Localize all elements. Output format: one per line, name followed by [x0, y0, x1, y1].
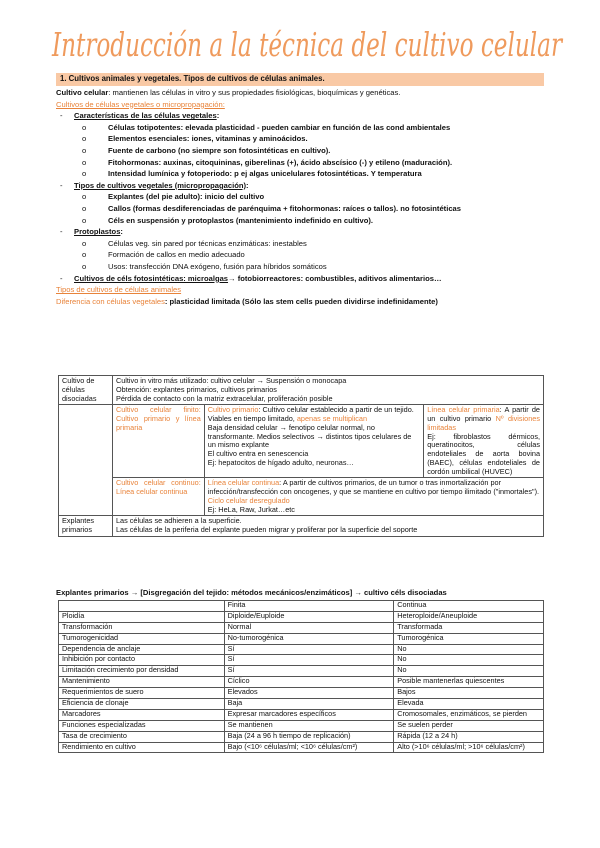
cell-culture-table — [58, 375, 544, 537]
table-cell: Tumorogenicidad — [59, 633, 225, 644]
table-cell: Explantes primarios — [59, 516, 113, 537]
proto-heading: Protoplastos — [74, 227, 121, 237]
table-cell: Rápida (12 a 24 h) — [394, 731, 544, 742]
table-row — [59, 516, 544, 537]
section-heading-1: 1. Cultivos animales y vegetales. Tipos de cultivos de células animales. — [56, 73, 544, 86]
table-cell: Baja (24 a 96 h tiempo de replicación) — [224, 731, 394, 742]
list-item: o Usos: transfección DNA exógeno, fusión para híbridos somáticos — [82, 261, 327, 271]
definition-line — [56, 88, 546, 100]
table-row — [59, 478, 544, 516]
table-cell: Ploidía — [59, 611, 225, 622]
list-item: o Explantes (del pie adulto): inicio del cultivo — [82, 192, 265, 202]
photo-line: - Cultivos de céls fotosintéticas: microalgas→ fotobiorreactores: combustibles, aditivos alimentarios… — [60, 273, 442, 283]
table-cell: Sí — [224, 666, 394, 677]
content-block — [56, 88, 546, 308]
table-cell: No — [394, 666, 544, 677]
diff-label: Diferencia con células vegetales — [56, 296, 165, 306]
table-cell: Inhibición por contacto — [59, 655, 225, 666]
table-cell: No — [394, 644, 544, 655]
table-cell: Línea celular continua: A partir de cultivos primarios, de un tumor o tras inmortalización por infección/transfección con oncogenes, y que se mantiene en cultivo por tiempo ilimitado ("inmortales"). Ciclo celular desregulado Ej: HeLa, Raw, Jurkat…etc — [204, 478, 543, 516]
animal-heading: Tipos de cultivos de células animales — [56, 285, 182, 295]
table-row — [59, 405, 544, 478]
table-cell: Cultivo in vitro más utilizado: cultivo celular → Suspensión o monocapa Obtención: explantes primarios, cultivos primarios Pérdida de contacto con la matriz extracelular, proliferación posible — [112, 376, 543, 405]
table-row — [59, 677, 544, 688]
table-cell: Cultivo primario: Cultivo celular establecido a partir de un tejido. Viables en tiempo limitado, apenas se multiplican Baja densidad celular → fenotipo celular normal, no transformante. Medios selectivos → distintos tipos celulares de un mismo explante El cultivo entra en senescencia Ej: hepatocitos de hígado adulto, neuronas… — [204, 405, 423, 478]
types-heading-line: - Tipos de cultivos vegetales (micropropagación): — [60, 180, 249, 190]
table-cell: Transformada — [394, 622, 544, 633]
list-item: o Céls en suspensión y protoplastos (mantenimiento indefinido en cultivo). — [82, 215, 373, 225]
table-row — [59, 666, 544, 677]
table-cell: Elevados — [224, 688, 394, 699]
table-cell: Dependencia de anclaje — [59, 644, 225, 655]
definition-label: Cultivo celular — [56, 88, 109, 97]
table-cell: No — [394, 655, 544, 666]
table-cell: Baja — [224, 699, 394, 710]
diff-line — [56, 297, 546, 309]
table-cell: Limitación crecimiento por densidad — [59, 666, 225, 677]
title-text: Introducción a la técnica del cultivo celular — [51, 25, 564, 64]
table-cell: Las células se adhieren a la superficie. Las células de la periferia del explante pueden migrar y proliferar por la superficie del soporte — [112, 516, 543, 537]
list-item: o Elementos esenciales: iones, vitaminas y aminoácidos. — [82, 134, 308, 144]
table-cell: Rendimiento en cultivo — [59, 742, 225, 753]
list-item: o Intensidad lumínica y fotoperiodo: p ej algas unicelulares fotosintéticas. Y temperatura — [82, 169, 422, 179]
diff-text: : plasticidad limitada (Sólo las stem cells pueden dividirse indefinidamente) — [164, 296, 438, 306]
table-cell: Cultivo de células disociadas — [59, 376, 113, 405]
table-row — [59, 611, 544, 622]
table-cell: Heteroploide/Aneuploide — [394, 611, 544, 622]
photo-text: → fotobiorreactores: combustibles, aditivos alimentarios… — [228, 273, 442, 283]
table-cell: Bajo (<10⁶ células/ml; <10⁶ células/cm²) — [224, 742, 394, 753]
table-cell: Marcadores — [59, 709, 225, 720]
table-row — [59, 644, 544, 655]
list-item: o Fitohormonas: auxinas, citoquininas, giberelinas (+), ácido abscísico (-) y etileno (maduración). — [82, 157, 453, 167]
table-row — [59, 709, 544, 720]
title-svg — [48, 18, 568, 70]
table-cell: Cultivo celular finito: Cultivo primario y línea primaria — [112, 405, 204, 478]
char-heading-line: - Características de las células vegetales: — [60, 111, 220, 121]
table-cell: Mantenimiento — [59, 677, 225, 688]
page-title — [48, 18, 568, 70]
table-row — [59, 731, 544, 742]
table-row — [59, 655, 544, 666]
list-item: o Callos (formas desdiferenciadas de parénquima + fitohormonas: raíces o tallos). no fotosintéticas — [82, 203, 461, 213]
table-cell: Cíclico — [224, 677, 394, 688]
char-heading: Características de las células vegetales — [74, 111, 217, 121]
table-cell: Eficiencia de clonaje — [59, 699, 225, 710]
table-row — [59, 622, 544, 633]
types-heading: Tipos de cultivos vegetales (micropropagación) — [74, 180, 247, 190]
list-item: o Fuente de carbono (no siempre son fotosintéticas en cultivo). — [82, 145, 331, 155]
table-cell: Transformación — [59, 622, 225, 633]
table-row — [59, 633, 544, 644]
list-item: o Células veg. sin pared por técnicas enzimáticas: inestables — [82, 238, 307, 248]
table-cell: Línea celular primaria: A partir de un cultivo primario Nº divisiones limitadas Ej: fibroblastos dérmicos, queratinocitos, células endoteliales de aorta bovina (BAEC), células endoteliales de cordón umbilical (HUVEC) — [424, 405, 544, 478]
table-row — [59, 742, 544, 753]
veg-heading: Cultivos de células vegetales o micropropagación: — [56, 99, 225, 109]
table-cell: Requerimientos de suero — [59, 688, 225, 699]
table-row — [59, 688, 544, 699]
column-header — [59, 601, 225, 612]
table-cell: Funciones especializadas — [59, 720, 225, 731]
table-cell: Sí — [224, 644, 394, 655]
list-item: o Células totipotentes: elevada plasticidad - pueden cambiar en función de las cond ambientales — [82, 122, 451, 132]
list-item: o Formación de callos en medio adecuado — [82, 250, 245, 260]
table-cell: Tumorogénica — [394, 633, 544, 644]
photo-label: Cultivos de céls fotosintéticas: microalgas — [74, 273, 229, 283]
explantes-line: Explantes primarios → [Disgregación del tejido: métodos mecánicos/enzimáticos] → cultivo céls disociadas — [56, 588, 447, 597]
comparison-table — [58, 600, 544, 753]
table-cell: Posible mantenerlas quiescentes — [394, 677, 544, 688]
column-header: Finita — [224, 601, 394, 612]
column-header: Continua — [394, 601, 544, 612]
table-cell: Expresar marcadores específicos — [224, 709, 394, 720]
table-cell: Sí — [224, 655, 394, 666]
table-cell: Cromosomales, enzimáticos, se pierden — [394, 709, 544, 720]
table-row — [59, 699, 544, 710]
table-cell: Cultivo celular continuo: Línea celular continua — [112, 478, 204, 516]
table-cell: Se mantienen — [224, 720, 394, 731]
table-cell: Bajos — [394, 688, 544, 699]
table-cell: Diploide/Euploide — [224, 611, 394, 622]
table-cell: Tasa de crecimiento — [59, 731, 225, 742]
definition-text: : mantienen las células in vitro y sus propiedades fisiológicas, bioquímicas y genéticas. — [108, 88, 401, 97]
table-row — [59, 376, 544, 405]
table-row — [59, 720, 544, 731]
table-cell: Elevada — [394, 699, 544, 710]
table-cell: Se suelen perder — [394, 720, 544, 731]
table-cell: No-tumorogénica — [224, 633, 394, 644]
table-header-row — [59, 601, 544, 612]
table-cell: Normal — [224, 622, 394, 633]
proto-heading-line: - Protoplastos: — [60, 227, 123, 237]
table-cell: Alto (>10⁶ células/ml; >10⁶ células/cm²) — [394, 742, 544, 753]
